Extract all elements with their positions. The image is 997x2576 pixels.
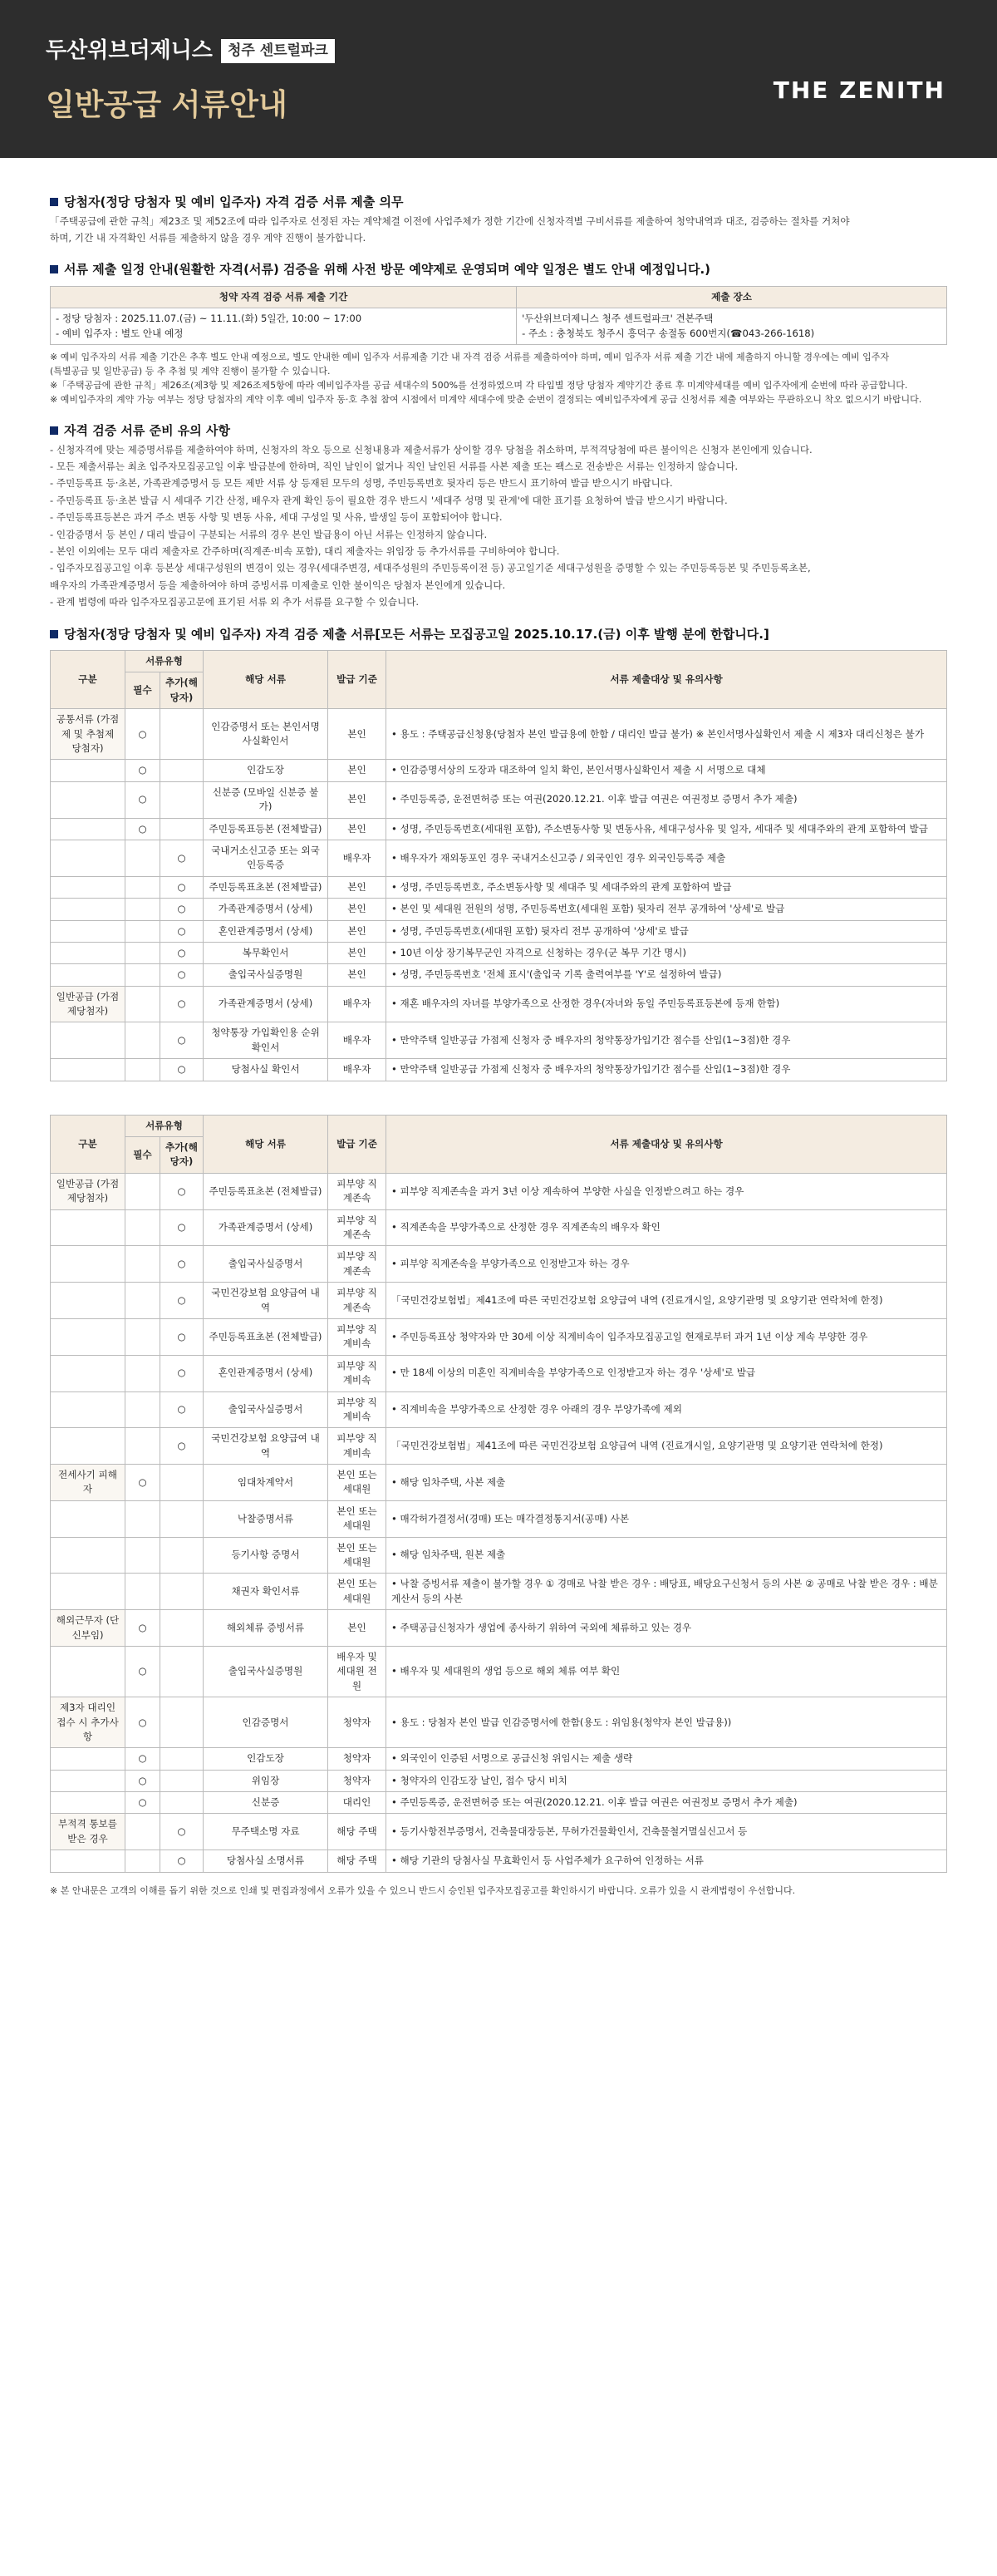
notice-item: - 입주자모집공고일 이후 등본상 세대구성원의 변경이 있는 경우(세대주변경, 세대주성원의 주민등록이전 등) 공고일기준 세대구성원을 증명할 수 있는 주민등록등본 및 주민등록초본, [50, 562, 811, 574]
table-row [51, 818, 947, 840]
row-category [51, 818, 125, 840]
document-name: 등기사항 증명서 [204, 1537, 328, 1574]
required-mark [125, 840, 160, 876]
document-note: • 성명, 주민등록번호 '전체 표시'(출입국 기록 출력여부를 'Y'로 설정하여 발급) [386, 964, 947, 986]
row-category: 전세사기 피해자 [51, 1465, 125, 1501]
document-name: 가족관계증명서 (상세) [204, 1209, 328, 1246]
table-row [51, 1465, 947, 1501]
document-note: • 만약주택 일반공급 가점제 신청자 중 배우자의 청약통장가입기간 점수를 산입(1~3점)한 경우 [386, 1059, 947, 1081]
page-title: 일반공급 서류안내 [46, 88, 287, 122]
required-mark [125, 1355, 160, 1391]
issue-basis: 본인 [328, 1610, 386, 1647]
document-name: 임대차계약서 [204, 1465, 328, 1501]
table-row [51, 920, 947, 942]
row-category [51, 1355, 125, 1391]
required-mark [125, 964, 160, 986]
row-category [51, 899, 125, 920]
s2-note3: ※「주택공급에 관한 규칙」제26조(제3항 및 제26조제5항에 따라 예비입주자를 공급 세대수의 500%를 선정하였으며 각 타입별 정당 당첨자 계약기간 종료 후 미계약세대를 예비 입주자에게 순번에 따라 공급합니다. [50, 380, 908, 392]
document-name: 주민등록표초본 (전체발급) [204, 876, 328, 898]
row-category: 해외근무자 (단신부임) [51, 1610, 125, 1647]
period-cell [51, 308, 517, 345]
table-row [51, 1428, 947, 1465]
issue-basis: 해당 주택 [328, 1850, 386, 1872]
required-mark: ○ [125, 760, 160, 781]
document-note: • 본인 및 세대원 전원의 성명, 주민등록번호(세대원 포함) 뒷자리 전부 공개하여 '상세'로 발급 [386, 899, 947, 920]
required-mark [125, 986, 160, 1022]
document-name: 인감도장 [204, 1748, 328, 1770]
row-category [51, 781, 125, 818]
brand-logo [774, 73, 945, 108]
row-category: 부적격 통보를 받은 경우 [51, 1814, 125, 1850]
issue-basis: 피부양 직계비속 [328, 1318, 386, 1355]
row-category [51, 942, 125, 963]
table-row [51, 1022, 947, 1059]
document-name: 청약통장 가입확인용 순위확인서 [204, 1022, 328, 1059]
section-heading-1: 당첨자(정당 당첨자 및 예비 입주자) 자격 검증 서류 제출 의무 [50, 193, 947, 212]
optional-mark: ○ [160, 1209, 204, 1246]
row-category [51, 1748, 125, 1770]
required-mark: ○ [125, 1465, 160, 1501]
required-mark [125, 1814, 160, 1850]
table-row [51, 781, 947, 818]
required-mark: ○ [125, 1748, 160, 1770]
issue-basis: 배우자 [328, 1059, 386, 1081]
table-row [51, 1355, 947, 1391]
document-note: • 외국인이 인증된 서명으로 공급신청 위임시는 제출 생략 [386, 1748, 947, 1770]
document-name: 낙찰증명서류 [204, 1500, 328, 1537]
document-note: • 피부양 직계존속을 과거 3년 이상 계속하여 부양한 사실을 인정받으려고 하는 경우 [386, 1173, 947, 1209]
document-note: • 10년 이상 장기복무군인 자격으로 신청하는 경우(군 복무 기간 명시) [386, 942, 947, 963]
notice-item: - 주민등록표 등·초본, 가족관계증명서 등 모든 제반 서류 상 등재된 모두의 성명, 주민등록번호 뒷자리 등은 반드시 표기하여 발급 받으시기 바랍니다. [50, 477, 673, 490]
s1-text1: 「주택공급에 관한 규칙」제23조 및 제52조에 따라 입주자로 선정된 자는 계약체결 이전에 사업주체가 정한 기간에 신청자격별 구비서류를 제출하여 청약내역과 대조, 검증하는 절차를 거쳐야 [50, 214, 850, 227]
document-note: • 주민등록증, 운전면허증 또는 여권(2020.12.21. 이후 발급 여권은 여권정보 증명서 추가 제출) [386, 781, 947, 818]
row-category: 공통서류 (가점제 및 추첨제 당첨자) [51, 709, 125, 760]
required-mark: ○ [125, 818, 160, 840]
document-note: 「국민건강보험법」제41조에 따른 국민건강보험 요양급여 내역 (진료개시일, 요양기관명 및 요양기관 연락처에 한정) [386, 1283, 947, 1319]
document-name: 혼인관계증명서 (상세) [204, 1355, 328, 1391]
document-name: 당첨사실 확인서 [204, 1059, 328, 1081]
issue-basis: 본인 또는 세대원 [328, 1574, 386, 1610]
document-note: • 성명, 주민등록번호(세대원 포함) 뒷자리 전부 공개하여 '상세'로 발급 [386, 920, 947, 942]
documents-table-2 [50, 1115, 947, 1873]
issue-basis: 청약자 [328, 1748, 386, 1770]
col-header: 서류 제출대상 및 유의사항 [386, 1115, 947, 1173]
document-name: 인감증명서 [204, 1697, 328, 1748]
col-header: 구분 [51, 651, 125, 709]
document-note: • 배우자 및 세대원의 생업 등으로 해외 체류 여부 확인 [386, 1646, 947, 1697]
optional-mark: ○ [160, 1318, 204, 1355]
optional-mark [160, 1500, 204, 1537]
document-note: • 성명, 주민등록번호(세대원 포함), 주소변동사항 및 변동사유, 세대구성사유 및 일자, 세대주 및 세대주와의 관계 포함하여 발급 [386, 818, 947, 840]
optional-mark [160, 1610, 204, 1647]
document-note: • 용도 : 주택공급신청용(당첨자 본인 발급용에 한함 / 대리인 발급 불가) ※ 본인서명사실확인서 제출 시 제3자 대리신청은 불가 [386, 709, 947, 760]
required-mark [125, 1428, 160, 1465]
document-note: • 직계비속을 부양가족으로 산정한 경우 아래의 경우 부양가족에 제외 [386, 1391, 947, 1428]
notice-item: - 모든 제출서류는 최초 입주자모집공고일 이후 발급분에 한하며, 직인 날인이 없거나 직인 날인된 서류를 사본 제출 또는 팩스로 전송받은 서류는 인정하지 않습니다. [50, 461, 739, 473]
row-category [51, 1428, 125, 1465]
issue-basis: 배우자 [328, 986, 386, 1022]
square-bullet-icon [50, 630, 58, 638]
square-bullet-icon [50, 198, 58, 206]
optional-mark: ○ [160, 1059, 204, 1081]
required-mark [125, 1500, 160, 1537]
document-note: • 배우자가 재외동포인 경우 국내거소신고증 / 외국인인 경우 외국인등록증 제출 [386, 840, 947, 876]
issue-basis: 본인 [328, 942, 386, 963]
schedule-table [50, 286, 947, 345]
table-row [51, 1610, 947, 1647]
required-mark [125, 920, 160, 942]
optional-mark [160, 1465, 204, 1501]
row-category [51, 1792, 125, 1814]
issue-basis: 피부양 직계존속 [328, 1246, 386, 1283]
optional-mark: ○ [160, 942, 204, 963]
document-note: • 해당 기관의 당첨사실 무효확인서 등 사업주체가 요구하여 인정하는 서류 [386, 1850, 947, 1872]
required-mark: ○ [125, 709, 160, 760]
required-mark [125, 942, 160, 963]
table-row [51, 964, 947, 986]
optional-mark: ○ [160, 1850, 204, 1872]
document-note: • 등기사항전부증명서, 건축물대장등본, 무허가건물확인서, 건축물철거멸실신고서 등 [386, 1814, 947, 1850]
row-category: 제3자 대리인 접수 시 추가사항 [51, 1697, 125, 1748]
issue-basis: 배우자 [328, 840, 386, 876]
s1-text2: 하며, 기간 내 자격확인 서류를 제출하지 않을 경우 계약 진행이 불가합니다. [50, 231, 366, 244]
place2: - 주소 : 충청북도 청주시 흥덕구 송절동 600번지(☎043-266-1618) [522, 327, 815, 339]
optional-mark [160, 1646, 204, 1697]
notice-item: - 본인 이외에는 모두 대리 제출자로 간주하며(직계존·비속 포함), 대리 제출자는 위임장 등 추가서류를 구비하여야 합니다. [50, 544, 560, 557]
document-name: 국민건강보험 요양급여 내역 [204, 1283, 328, 1319]
issue-basis: 해당 주택 [328, 1814, 386, 1850]
row-category [51, 760, 125, 781]
document-note: • 인감증명서상의 도장과 대조하여 일치 확인, 본인서명사실확인서 제출 시 서명으로 대체 [386, 760, 947, 781]
table-row [51, 1246, 947, 1283]
section-heading-2: 서류 제출 일정 안내(원활한 자격(서류) 검증을 위해 사전 방문 예약제로 운영되며 예약 일정은 별도 안내 예정입니다.) [50, 260, 947, 279]
document-note: • 주택공급신청자가 생업에 종사하기 위하여 국외에 체류하고 있는 경우 [386, 1610, 947, 1647]
issue-basis: 본인 [328, 920, 386, 942]
document-note: 「국민건강보험법」제41조에 따른 국민건강보험 요양급여 내역 (진료개시일, 요양기관명 및 요양기관 연락처에 한정) [386, 1428, 947, 1465]
col-header: 발급 기준 [328, 1115, 386, 1173]
s2-note1: ※ 예비 입주자의 서류 제출 기간은 추후 별도 안내 예정으로, 별도 안내한 예비 입주자 서류제출 기간 내 자격 검증 서류를 제출하여야 하며, 예비 입주자 서류 제출 기간 내에 제출하지 아니할 경우에는 예비 입주자 [50, 351, 890, 362]
notice-item: - 인감증명서 등 본인 / 대리 발급이 구분되는 서류의 경우 본인 발급용이 아닌 서류는 인정하지 않습니다. [50, 528, 488, 540]
document-name: 주민등록표초본 (전체발급) [204, 1318, 328, 1355]
content [0, 158, 997, 1914]
table-row [51, 1574, 947, 1610]
document-note: • 해당 임차주택, 사본 제출 [386, 1465, 947, 1501]
document-name: 가족관계증명서 (상세) [204, 899, 328, 920]
complex-badge: 청주 센트럴파크 [221, 39, 335, 64]
col-header: 서류 제출대상 및 유의사항 [386, 651, 947, 709]
col-header: 해당 서류 [204, 1115, 328, 1173]
issue-basis: 피부양 직계비속 [328, 1391, 386, 1428]
row-category [51, 1537, 125, 1574]
issue-basis: 본인 [328, 876, 386, 898]
issue-basis: 배우자 [328, 1022, 386, 1059]
optional-mark: ○ [160, 1246, 204, 1283]
optional-mark: ○ [160, 986, 204, 1022]
optional-mark [160, 1537, 204, 1574]
required-mark [125, 1318, 160, 1355]
place1: '두산위브더제니스 청주 센트럴파크' 견본주택 [522, 313, 714, 325]
required-mark [125, 1059, 160, 1081]
document-name: 당첨사실 소명서류 [204, 1850, 328, 1872]
table-row [51, 1770, 947, 1791]
issue-basis: 본인 또는 세대원 [328, 1465, 386, 1501]
document-note: • 주민등록증, 운전면허증 또는 여권(2020.12.21. 이후 발급 여권은 여권정보 증명서 추가 제출) [386, 1792, 947, 1814]
row-category [51, 1770, 125, 1791]
issue-basis: 피부양 직계비속 [328, 1428, 386, 1465]
table-row [51, 1537, 947, 1574]
optional-mark [160, 781, 204, 818]
document-name: 위임장 [204, 1770, 328, 1791]
documents-table-1 [50, 650, 947, 1081]
row-category [51, 1646, 125, 1697]
table-row [51, 986, 947, 1022]
document-name: 채권자 확인서류 [204, 1574, 328, 1610]
document-name: 주민등록표초본 (전체발급) [204, 1173, 328, 1209]
required-mark: ○ [125, 1610, 160, 1647]
logo-main: THE ZENITH [773, 76, 945, 104]
s2-note2: (특별공급 및 일반공급) 등 추 추첨 및 계약 진행이 불가할 수 있습니다. [50, 366, 331, 377]
table-row [51, 1748, 947, 1770]
issue-basis: 본인 [328, 709, 386, 760]
period2: - 예비 입주자 : 별도 안내 예정 [56, 327, 184, 339]
document-name: 복무확인서 [204, 942, 328, 963]
document-name: 주민등록표등본 (전체발급) [204, 818, 328, 840]
row-category [51, 1209, 125, 1246]
row-category [51, 1391, 125, 1428]
document-note: • 만약주택 일반공급 가점제 신청자 중 배우자의 청약통장가입기간 점수를 산입(1~3점)한 경우 [386, 1022, 947, 1059]
header-company: 두산위브더제니스 청주 센트럴파크 [46, 35, 335, 67]
optional-mark: ○ [160, 840, 204, 876]
col-header: 구분 [51, 1115, 125, 1173]
table-row [51, 899, 947, 920]
required-mark: ○ [125, 781, 160, 818]
col-header: 필수 [125, 672, 160, 709]
optional-mark [160, 1574, 204, 1610]
document-name: 신분증 (모바일 신분증 불가) [204, 781, 328, 818]
document-note: • 성명, 주민등록번호, 주소변동사항 및 세대주 및 세대주와의 관계 포함하여 발급 [386, 876, 947, 898]
period1: - 정당 당첨자 : 2025.11.07.(금) ~ 11.11.(화) 5일간, 10:00 ~ 17:00 [56, 313, 362, 325]
required-mark: ○ [125, 1770, 160, 1791]
optional-mark [160, 818, 204, 840]
required-mark [125, 1283, 160, 1319]
optional-mark: ○ [160, 1428, 204, 1465]
required-mark [125, 1850, 160, 1872]
table-row [51, 942, 947, 963]
square-bullet-icon [50, 426, 58, 435]
col-header: 발급 기준 [328, 651, 386, 709]
issue-basis: 배우자 및 세대원 전원 [328, 1646, 386, 1697]
issue-basis: 피부양 직계존속 [328, 1173, 386, 1209]
optional-mark: ○ [160, 964, 204, 986]
section-heading-4: 당첨자(정당 당첨자 및 예비 입주자) 자격 검증 제출 서류[모든 서류는 모집공고일 2025.10.17.(금) 이후 발행 분에 한합니다.] [50, 625, 947, 644]
document-name: 출입국사실증명원 [204, 1646, 328, 1697]
table-row [51, 709, 947, 760]
document-note: • 직계존속을 부양가족으로 산정한 경우 직계존속의 배우자 확인 [386, 1209, 947, 1246]
document-note: • 해당 임차주택, 원본 제출 [386, 1537, 947, 1574]
col-header: 서류유형 [125, 1115, 204, 1136]
table-row [51, 1173, 947, 1209]
row-category [51, 1022, 125, 1059]
table-row [51, 1792, 947, 1814]
optional-mark: ○ [160, 1814, 204, 1850]
section-heading-3: 자격 검증 서류 준비 유의 사항 [50, 421, 947, 441]
optional-mark: ○ [160, 1391, 204, 1428]
document-note: • 매각허가결정서(경매) 또는 매각결정통지서(공매) 사본 [386, 1500, 947, 1537]
page-header [0, 0, 997, 158]
notice-list [50, 443, 947, 610]
row-category [51, 1059, 125, 1081]
required-mark [125, 1173, 160, 1209]
row-category [51, 1574, 125, 1610]
row-category [51, 964, 125, 986]
square-bullet-icon [50, 265, 58, 273]
optional-mark: ○ [160, 1022, 204, 1059]
notice-item: - 관계 법령에 따라 입주자모집공고문에 표기된 서류 외 추가 서류를 요구할 수 있습니다. [50, 596, 420, 608]
row-category [51, 1318, 125, 1355]
issue-basis: 피부양 직계비속 [328, 1355, 386, 1391]
table-row [51, 1209, 947, 1246]
table-row [51, 1059, 947, 1081]
optional-mark [160, 1697, 204, 1748]
schedule-col1: 청약 자격 검증 서류 제출 기간 [51, 286, 517, 308]
table-row [51, 840, 947, 876]
issue-basis: 본인 또는 세대원 [328, 1500, 386, 1537]
required-mark: ○ [125, 1792, 160, 1814]
table-row [51, 1500, 947, 1537]
document-note: • 만 18세 이상의 미혼인 직계비속을 부양가족으로 인정받고자 하는 경우 '상세'로 발급 [386, 1355, 947, 1391]
optional-mark [160, 1748, 204, 1770]
document-name: 출입국사실증명원 [204, 964, 328, 986]
required-mark [125, 1209, 160, 1246]
issue-basis: 대리인 [328, 1792, 386, 1814]
table-row [51, 1814, 947, 1850]
issue-basis: 본인 [328, 964, 386, 986]
optional-mark [160, 760, 204, 781]
col-header: 필수 [125, 1137, 160, 1174]
row-category [51, 1850, 125, 1872]
document-name: 무주택소명 자료 [204, 1814, 328, 1850]
row-category [51, 920, 125, 942]
notice-item: - 주민등록표등본은 과거 주소 변동 사항 및 변동 사유, 세대 구성일 및 사유, 발생일 등이 포함되어야 합니다. [50, 511, 503, 524]
table-row [51, 1391, 947, 1428]
document-name: 혼인관계증명서 (상세) [204, 920, 328, 942]
row-category [51, 1246, 125, 1283]
table-row [51, 760, 947, 781]
required-mark: ○ [125, 1646, 160, 1697]
optional-mark: ○ [160, 1283, 204, 1319]
issue-basis: 본인 [328, 760, 386, 781]
document-note: • 청약자의 인감도장 날인, 접수 당시 비치 [386, 1770, 947, 1791]
document-note: • 주민등록표상 청약자와 만 30세 이상 직계비속이 입주자모집공고일 현재로부터 과거 1년 이상 계속 부양한 경우 [386, 1318, 947, 1355]
col-header: 해당 서류 [204, 651, 328, 709]
row-category [51, 876, 125, 898]
document-name: 국민건강보험 요양급여 내역 [204, 1428, 328, 1465]
table-row [51, 876, 947, 898]
required-mark [125, 1022, 160, 1059]
table-row [51, 1697, 947, 1748]
required-mark: ○ [125, 1697, 160, 1748]
place-cell [517, 308, 947, 345]
row-category: 일반공급 (가점제당첨자) [51, 1173, 125, 1209]
notice-item: 배우자의 가족관계증명서 등을 제출하여야 하며 증빙서류 미제출로 인한 불이익은 당첨자 본인에게 있습니다. [50, 579, 506, 591]
required-mark [125, 876, 160, 898]
document-note: • 낙찰 증빙서류 제출이 불가할 경우 ① 경매로 낙찰 받은 경우 : 배당표, 배당요구신청서 등의 사본 ② 공매로 낙찰 받은 경우 : 배분계산서 등의 사본 [386, 1574, 947, 1610]
optional-mark: ○ [160, 1355, 204, 1391]
document-name: 해외체류 증빙서류 [204, 1610, 328, 1647]
required-mark [125, 1574, 160, 1610]
issue-basis: 본인 또는 세대원 [328, 1537, 386, 1574]
document-note: • 피부양 직계존속을 부양가족으로 인정받고자 하는 경우 [386, 1246, 947, 1283]
optional-mark: ○ [160, 876, 204, 898]
schedule-col2: 제출 장소 [517, 286, 947, 308]
row-category [51, 1283, 125, 1319]
document-name: 인감증명서 또는 본인서명사실확인서 [204, 709, 328, 760]
required-mark [125, 1537, 160, 1574]
table-row [51, 1646, 947, 1697]
document-name: 가족관계증명서 (상세) [204, 986, 328, 1022]
col-header: 추가(해당자) [160, 672, 204, 709]
optional-mark [160, 1770, 204, 1791]
issue-basis: 피부양 직계존속 [328, 1283, 386, 1319]
s2-note4: ※ 예비입주자의 계약 가능 여부는 정당 당첨자의 계약 이후 예비 입주자 동·호 추첨 참여 시점에서 미계약 세대수에 맞춘 순번이 결정되는 예비입주자에게 공급 신청서류 제출 여부와는 무관하오니 착오 없으시기 바랍니다. [50, 394, 922, 406]
row-category: 일반공급 (가점제당첨자) [51, 986, 125, 1022]
col-header: 서류유형 [125, 651, 204, 672]
required-mark [125, 1246, 160, 1283]
document-name: 신분증 [204, 1792, 328, 1814]
col-header: 추가(해당자) [160, 1137, 204, 1174]
issue-basis: 피부양 직계존속 [328, 1209, 386, 1246]
issue-basis: 본인 [328, 781, 386, 818]
document-name: 국내거소신고증 또는 외국인등록증 [204, 840, 328, 876]
document-note: • 재혼 배우자의 자녀를 부양가족으로 산정한 경우(자녀와 동일 주민등록표등본에 등재 한함) [386, 986, 947, 1022]
table-row [51, 1318, 947, 1355]
table-row [51, 1850, 947, 1872]
document-name: 출입국사실증명서 [204, 1391, 328, 1428]
notice-item: - 주민등록표 등·초본 발급 시 세대주 기간 산정, 배우자 관계 확인 등이 필요한 경우 반드시 '세대주 성명 및 관계'에 대한 표기를 요청하여 발급 받으시기 바랍니다. [50, 494, 728, 506]
document-name: 인감도장 [204, 760, 328, 781]
issue-basis: 본인 [328, 899, 386, 920]
optional-mark: ○ [160, 1173, 204, 1209]
row-category [51, 1500, 125, 1537]
footnote: ※ 본 안내문은 고객의 이해를 돕기 위한 것으로 인쇄 및 편집과정에서 오류가 있을 수 있으니 반드시 승인된 입주자모집공고를 확인하시기 바랍니다. 오류가 있을 시 관계법령이 우선합니다. [50, 1884, 796, 1896]
optional-mark: ○ [160, 899, 204, 920]
optional-mark [160, 1792, 204, 1814]
required-mark [125, 1391, 160, 1428]
issue-basis: 청약자 [328, 1697, 386, 1748]
document-note: • 용도 : 당첨자 본인 발급 인감증명서에 한함(용도 : 위임용(청약자 본인 발급용)) [386, 1697, 947, 1748]
notice-item: - 신청자격에 맞는 제증명서류를 제출하여야 하며, 신청자의 착오 등으로 신청내용과 제출서류가 상이할 경우 당첨을 취소하며, 부적격당첨에 따른 불이익은 신청자 본인에게 있습니다. [50, 443, 813, 456]
row-category [51, 840, 125, 876]
required-mark [125, 899, 160, 920]
optional-mark: ○ [160, 920, 204, 942]
issue-basis: 본인 [328, 818, 386, 840]
table-row [51, 1283, 947, 1319]
document-name: 출입국사실증명서 [204, 1246, 328, 1283]
optional-mark [160, 709, 204, 760]
issue-basis: 청약자 [328, 1770, 386, 1791]
